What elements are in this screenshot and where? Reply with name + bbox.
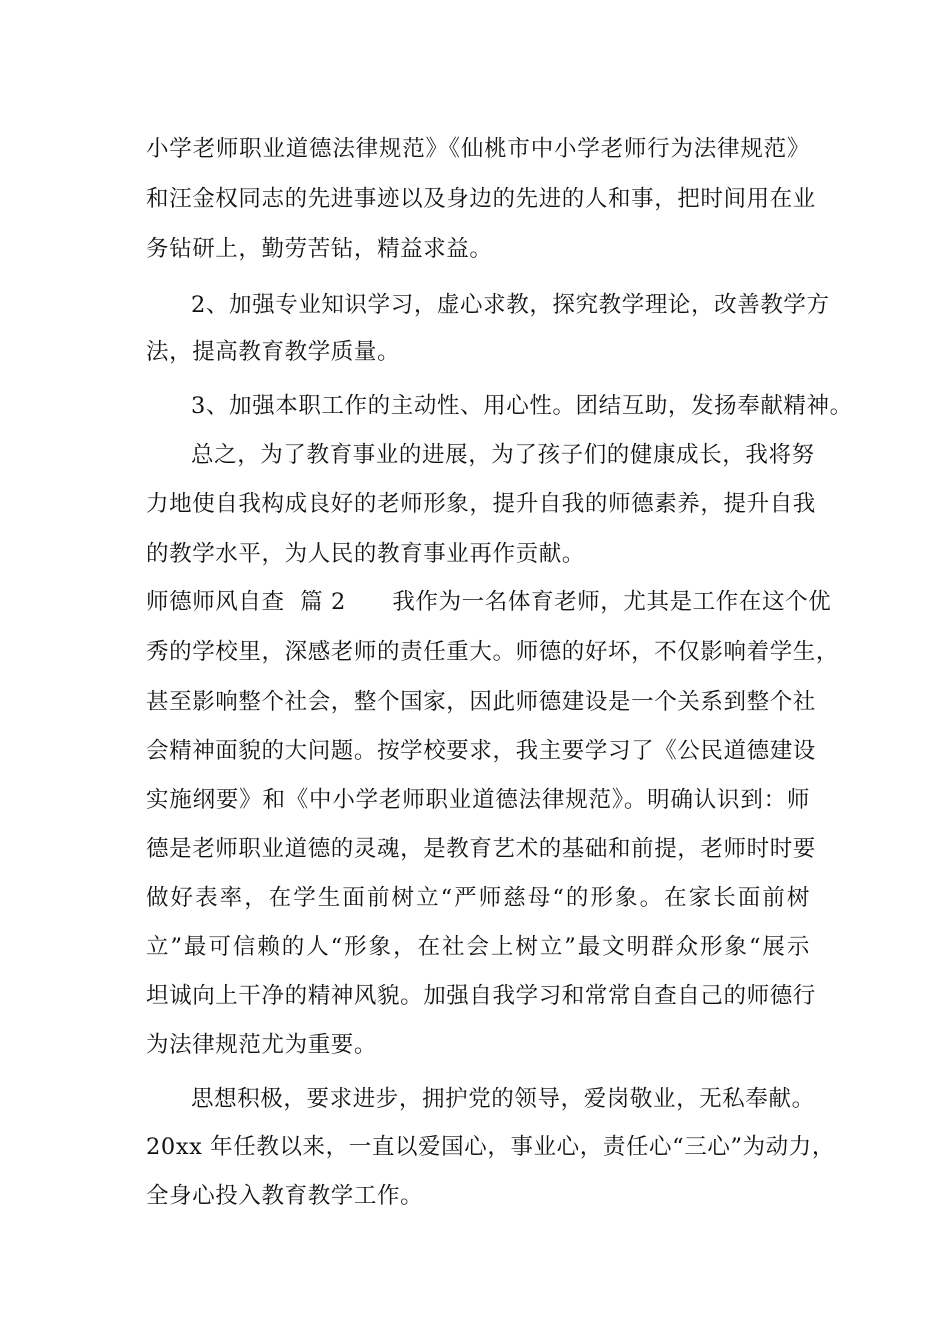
text-line-22: 全身心投入教育教学工作。 xyxy=(146,1183,424,1209)
text-line-20: 思想积极，要求进步，拥护党的领导，爱岗敬业，无私奉献。 xyxy=(191,1086,815,1112)
text-line-7: 总之，为了教育事业的进展，为了孩子们的健康成长，我将努 xyxy=(191,442,815,468)
text-line-2: 和汪金权同志的先进事迹以及身边的先进的人和事，把时间用在业 xyxy=(146,186,816,212)
text-line-16: 做好表率，在学生面前树立“严师慈母“的形象。在家长面前树 xyxy=(146,885,810,911)
text-line-4: 2、加强专业知识学习，虚心求教，探究教学理论，改善教学方 xyxy=(191,292,830,318)
section-heading-line: 师德师风自查 篇 2 我作为一名体育老师，尤其是工作在这个优 xyxy=(146,589,832,615)
text-line-11: 秀的学校里，深感老师的责任重大。师德的好坏，不仅影响着学生， xyxy=(146,639,840,665)
text-line-8: 力地使自我构成良好的老师形象，提升自我的师德素养，提升自我 xyxy=(146,491,816,517)
text-line-14: 实施纲要》和《中小学老师职业道德法律规范》。明确认识到：师 xyxy=(146,787,810,813)
text-line-9: 的教学水平，为人民的教育事业再作贡献。 xyxy=(146,541,585,567)
text-line-1: 小学老师职业道德法律规范》《仙桃市中小学老师行为法律规范》 xyxy=(146,136,810,162)
text-line-17: 立”最可信赖的人“形象，在社会上树立”最文明群众形象“展示 xyxy=(146,934,810,960)
text-line-3: 务钻研上，勤劳苦钻，精益求益。 xyxy=(146,236,493,262)
text-line-13: 会精神面貌的大问题。按学校要求，我主要学习了《公民道德建设 xyxy=(146,738,816,764)
text-line-19: 为法律规范尤为重要。 xyxy=(146,1032,378,1058)
text-line-18: 坦诚向上干净的精神风貌。加强自我学习和常常自查自己的师德行 xyxy=(146,983,816,1009)
text-line-15: 德是老师职业道德的灵魂，是教育艺术的基础和前提，老师时时要 xyxy=(146,836,816,862)
text-line-12: 甚至影响整个社会，整个国家，因此师德建设是一个关系到整个社 xyxy=(146,689,816,715)
text-line-21: 20xx 年任教以来，一直以爱国心，事业心，责任心“三心”为动力， xyxy=(146,1134,835,1160)
text-line-6: 3、加强本职工作的主动性、用心性。团结互助，发扬奉献精神。 xyxy=(191,393,853,419)
text-line-5: 法，提高教育教学质量。 xyxy=(146,339,401,365)
